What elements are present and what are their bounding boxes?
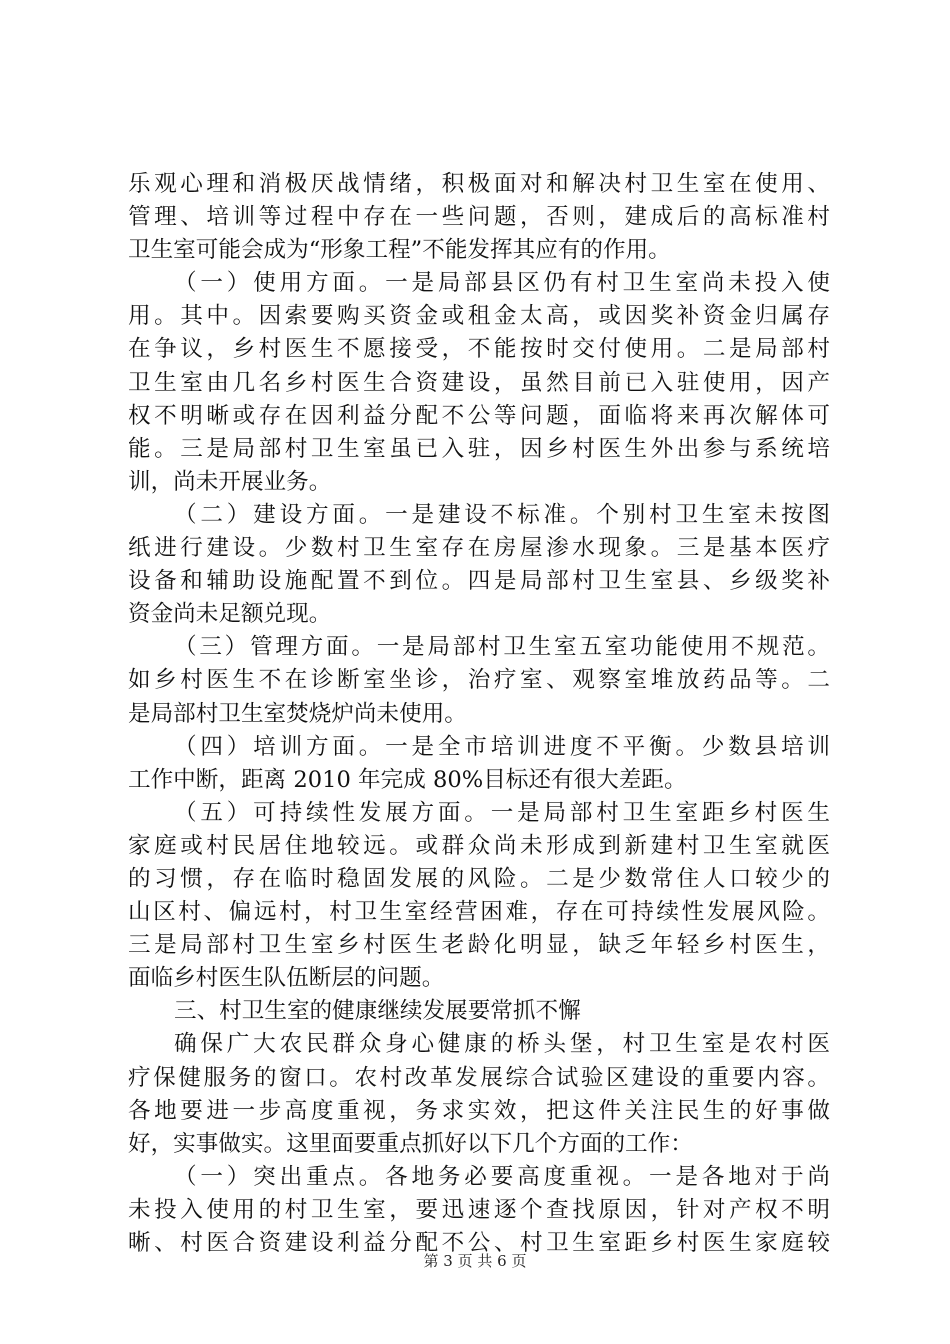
text-line: 未投入使用的村卫生室，要迅速逐个查找原因，针对产权不明: [128, 1196, 830, 1223]
text-line: 卫生室可能会成为“形象工程”不能发挥其应有的作用。: [128, 237, 671, 264]
text-line: 纸进行建设。少数村卫生室存在房屋渗水现象。三是基本医疗: [128, 535, 830, 562]
text-line: 晰、村医合资建设利益分配不公、村卫生室距乡村医生家庭较: [128, 1230, 830, 1256]
text-line: 工作中断，距离 2010 年完成 80%目标还有很大差距。: [128, 766, 687, 793]
document-body: [128, 168, 830, 1260]
text-line: 能。三是局部村卫生室虽已入驻，因乡村医生外出参与系统培: [128, 435, 830, 462]
text-line: （五）可持续性发展方面。一是局部村卫生室距乡村医生: [174, 799, 830, 826]
text-line: 三、村卫生室的健康继续发展要常抓不懈: [174, 998, 581, 1025]
text-line: 权不明晰或存在因利益分配不公等问题，面临将来再次解体可: [128, 402, 830, 429]
text-line: 卫生室由几名乡村医生合资建设，虽然目前已入驻使用，因产: [128, 369, 830, 396]
text-line: （二）建设方面。一是建设不标准。个别村卫生室未按图: [174, 501, 830, 528]
text-line: 家庭或村民居住地较远。或群众尚未形成到新建村卫生室就医: [128, 832, 830, 859]
text-line: （四）培训方面。一是全市培训进度不平衡。少数县培训: [174, 733, 830, 760]
text-line: （一）突出重点。各地务必要高度重视。一是各地对于尚: [174, 1163, 830, 1190]
page-footer: 第 3 页 共 6 页: [423, 1252, 527, 1270]
text-line: 用。其中。因索要购买资金或租金太高，或因奖补资金归属存: [128, 303, 830, 330]
text-line: 三是局部村卫生室乡村医生老龄化明显，缺乏年轻乡村医生，: [128, 932, 830, 959]
text-line: 资金尚未足额兑现。: [128, 601, 332, 628]
text-line: 乐观心理和消极厌战情绪，积极面对和解决村卫生室在使用、: [128, 171, 830, 197]
text-line: 如乡村医生不在诊断室坐诊，治疗室、观察室堆放药品等。二: [128, 667, 830, 694]
text-line: 面临乡村医生队伍断层的问题。: [128, 965, 445, 992]
text-line: 确保广大农民群众身心健康的桥头堡，村卫生室是农村医: [174, 1031, 830, 1058]
text-line: 山区村、偏远村，村卫生室经营困难，存在可持续性发展风险。: [128, 899, 830, 926]
text-line: 的习惯，存在临时稳固发展的风险。二是少数常住人口较少的: [128, 865, 830, 892]
text-line: 管理、培训等过程中存在一些问题，否则，建成后的高标准村: [128, 204, 830, 231]
text-line: 设备和辅助设施配置不到位。四是局部村卫生室县、乡级奖补: [128, 568, 830, 595]
text-line: 好，实事做实。这里面要重点抓好以下几个方面的工作：: [128, 1130, 693, 1157]
text-line: （三）管理方面。一是局部村卫生室五室功能使用不规范。: [174, 634, 830, 661]
text-line: （一）使用方面。一是局部县区仍有村卫生室尚未投入使: [174, 270, 830, 297]
text-line: 是局部村卫生室焚烧炉尚未使用。: [128, 700, 467, 727]
text-line: 在争议，乡村医生不愿接受，不能按时交付使用。二是局部村: [128, 336, 830, 363]
text-line: 训，尚未开展业务。: [128, 468, 332, 495]
text-line: 疗保健服务的窗口。农村改革发展综合试验区建设的重要内容。: [128, 1064, 830, 1091]
text-line: 各地要进一步高度重视，务求实效，把这件关注民生的好事做: [128, 1097, 830, 1124]
